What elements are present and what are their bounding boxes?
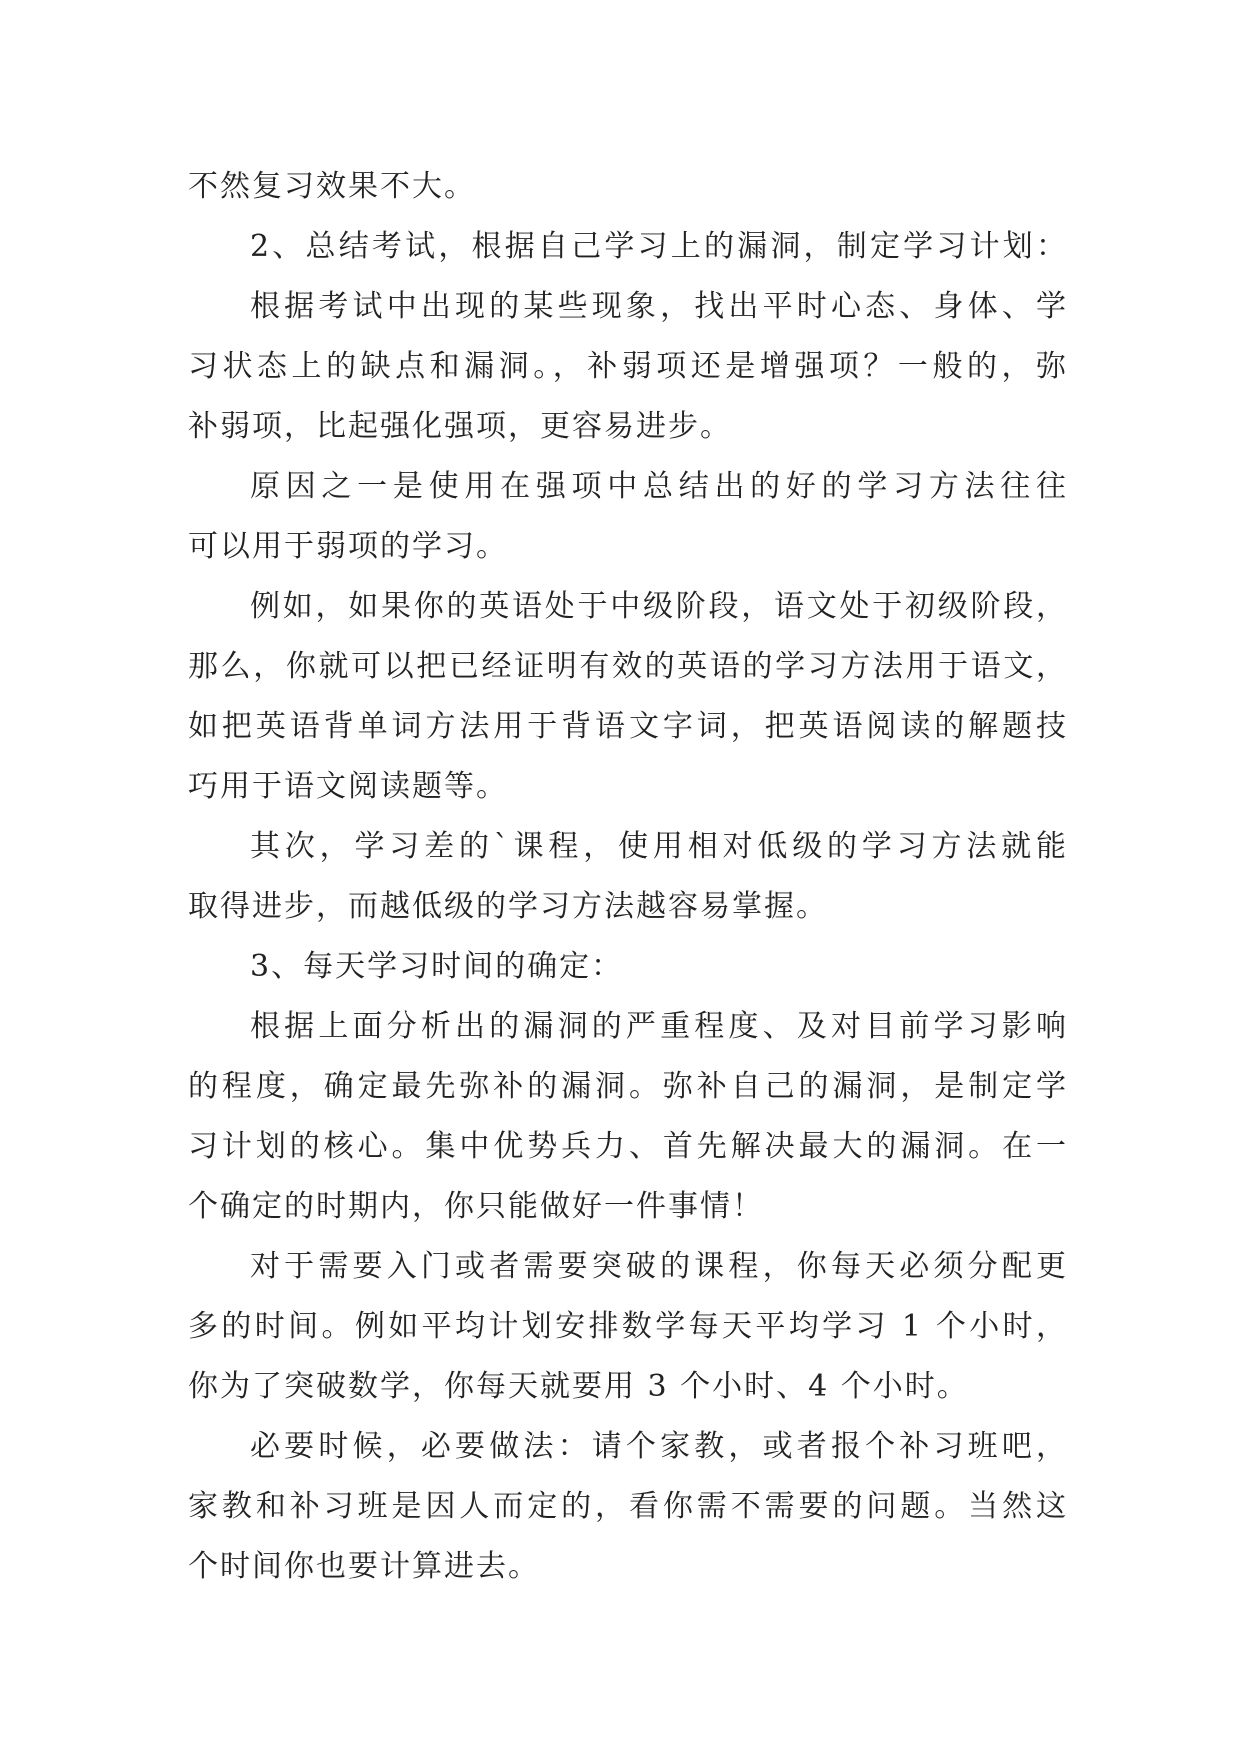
text-line: 那么，你就可以把已经证明有效的英语的学习方法用于语文， bbox=[188, 649, 1068, 684]
text-line: 习计划的核心。集中优势兵力、首先解决最大的漏洞。在一 bbox=[188, 1129, 1068, 1164]
text-line: 个确定的时期内，你只能做好一件事情！ bbox=[188, 1189, 764, 1224]
text-line: 多的时间。例如平均计划安排数学每天平均学习 1 个小时， bbox=[188, 1309, 1068, 1344]
text-line: 你为了突破数学，你每天就要用 3 个小时、4 个小时。 bbox=[188, 1369, 969, 1404]
text-line: 取得进步，而越低级的学习方法越容易掌握。 bbox=[188, 889, 828, 924]
text-line: 对于需要入门或者需要突破的课程，你每天必须分配更 bbox=[250, 1249, 1068, 1284]
text-line: 必要时候，必要做法：请个家教，或者报个补习班吧， bbox=[250, 1429, 1068, 1464]
section-heading: 2、总结考试，根据自己学习上的漏洞，制定学习计划： bbox=[250, 229, 1068, 264]
text-line: 可以用于弱项的学习。 bbox=[188, 529, 508, 564]
text-line: 其次，学习差的`课程，使用相对低级的学习方法就能 bbox=[250, 829, 1068, 864]
text-line: 如把英语背单词方法用于背语文字词，把英语阅读的解题技 bbox=[188, 709, 1068, 744]
text-line: 习状态上的缺点和漏洞。，补弱项还是增强项？一般的，弥 bbox=[188, 349, 1068, 384]
text-line: 家教和补习班是因人而定的，看你需不需要的问题。当然这 bbox=[188, 1489, 1068, 1524]
text-line: 补弱项，比起强化强项，更容易进步。 bbox=[188, 409, 732, 444]
text-line: 根据考试中出现的某些现象，找出平时心态、身体、学 bbox=[250, 289, 1068, 324]
text-line: 巧用于语文阅读题等。 bbox=[188, 769, 508, 804]
text-line: 例如，如果你的英语处于中级阶段，语文处于初级阶段， bbox=[250, 589, 1068, 624]
text-line: 根据上面分析出的漏洞的严重程度、及对目前学习影响 bbox=[250, 1009, 1068, 1044]
section-heading: 3、每天学习时间的确定： bbox=[250, 949, 624, 984]
text-line: 不然复习效果不大。 bbox=[188, 169, 476, 204]
text-line: 原因之一是使用在强项中总结出的好的学习方法往往 bbox=[250, 469, 1068, 504]
text-line: 个时间你也要计算进去。 bbox=[188, 1549, 540, 1584]
text-line: 的程度，确定最先弥补的漏洞。弥补自己的漏洞，是制定学 bbox=[188, 1069, 1068, 1104]
